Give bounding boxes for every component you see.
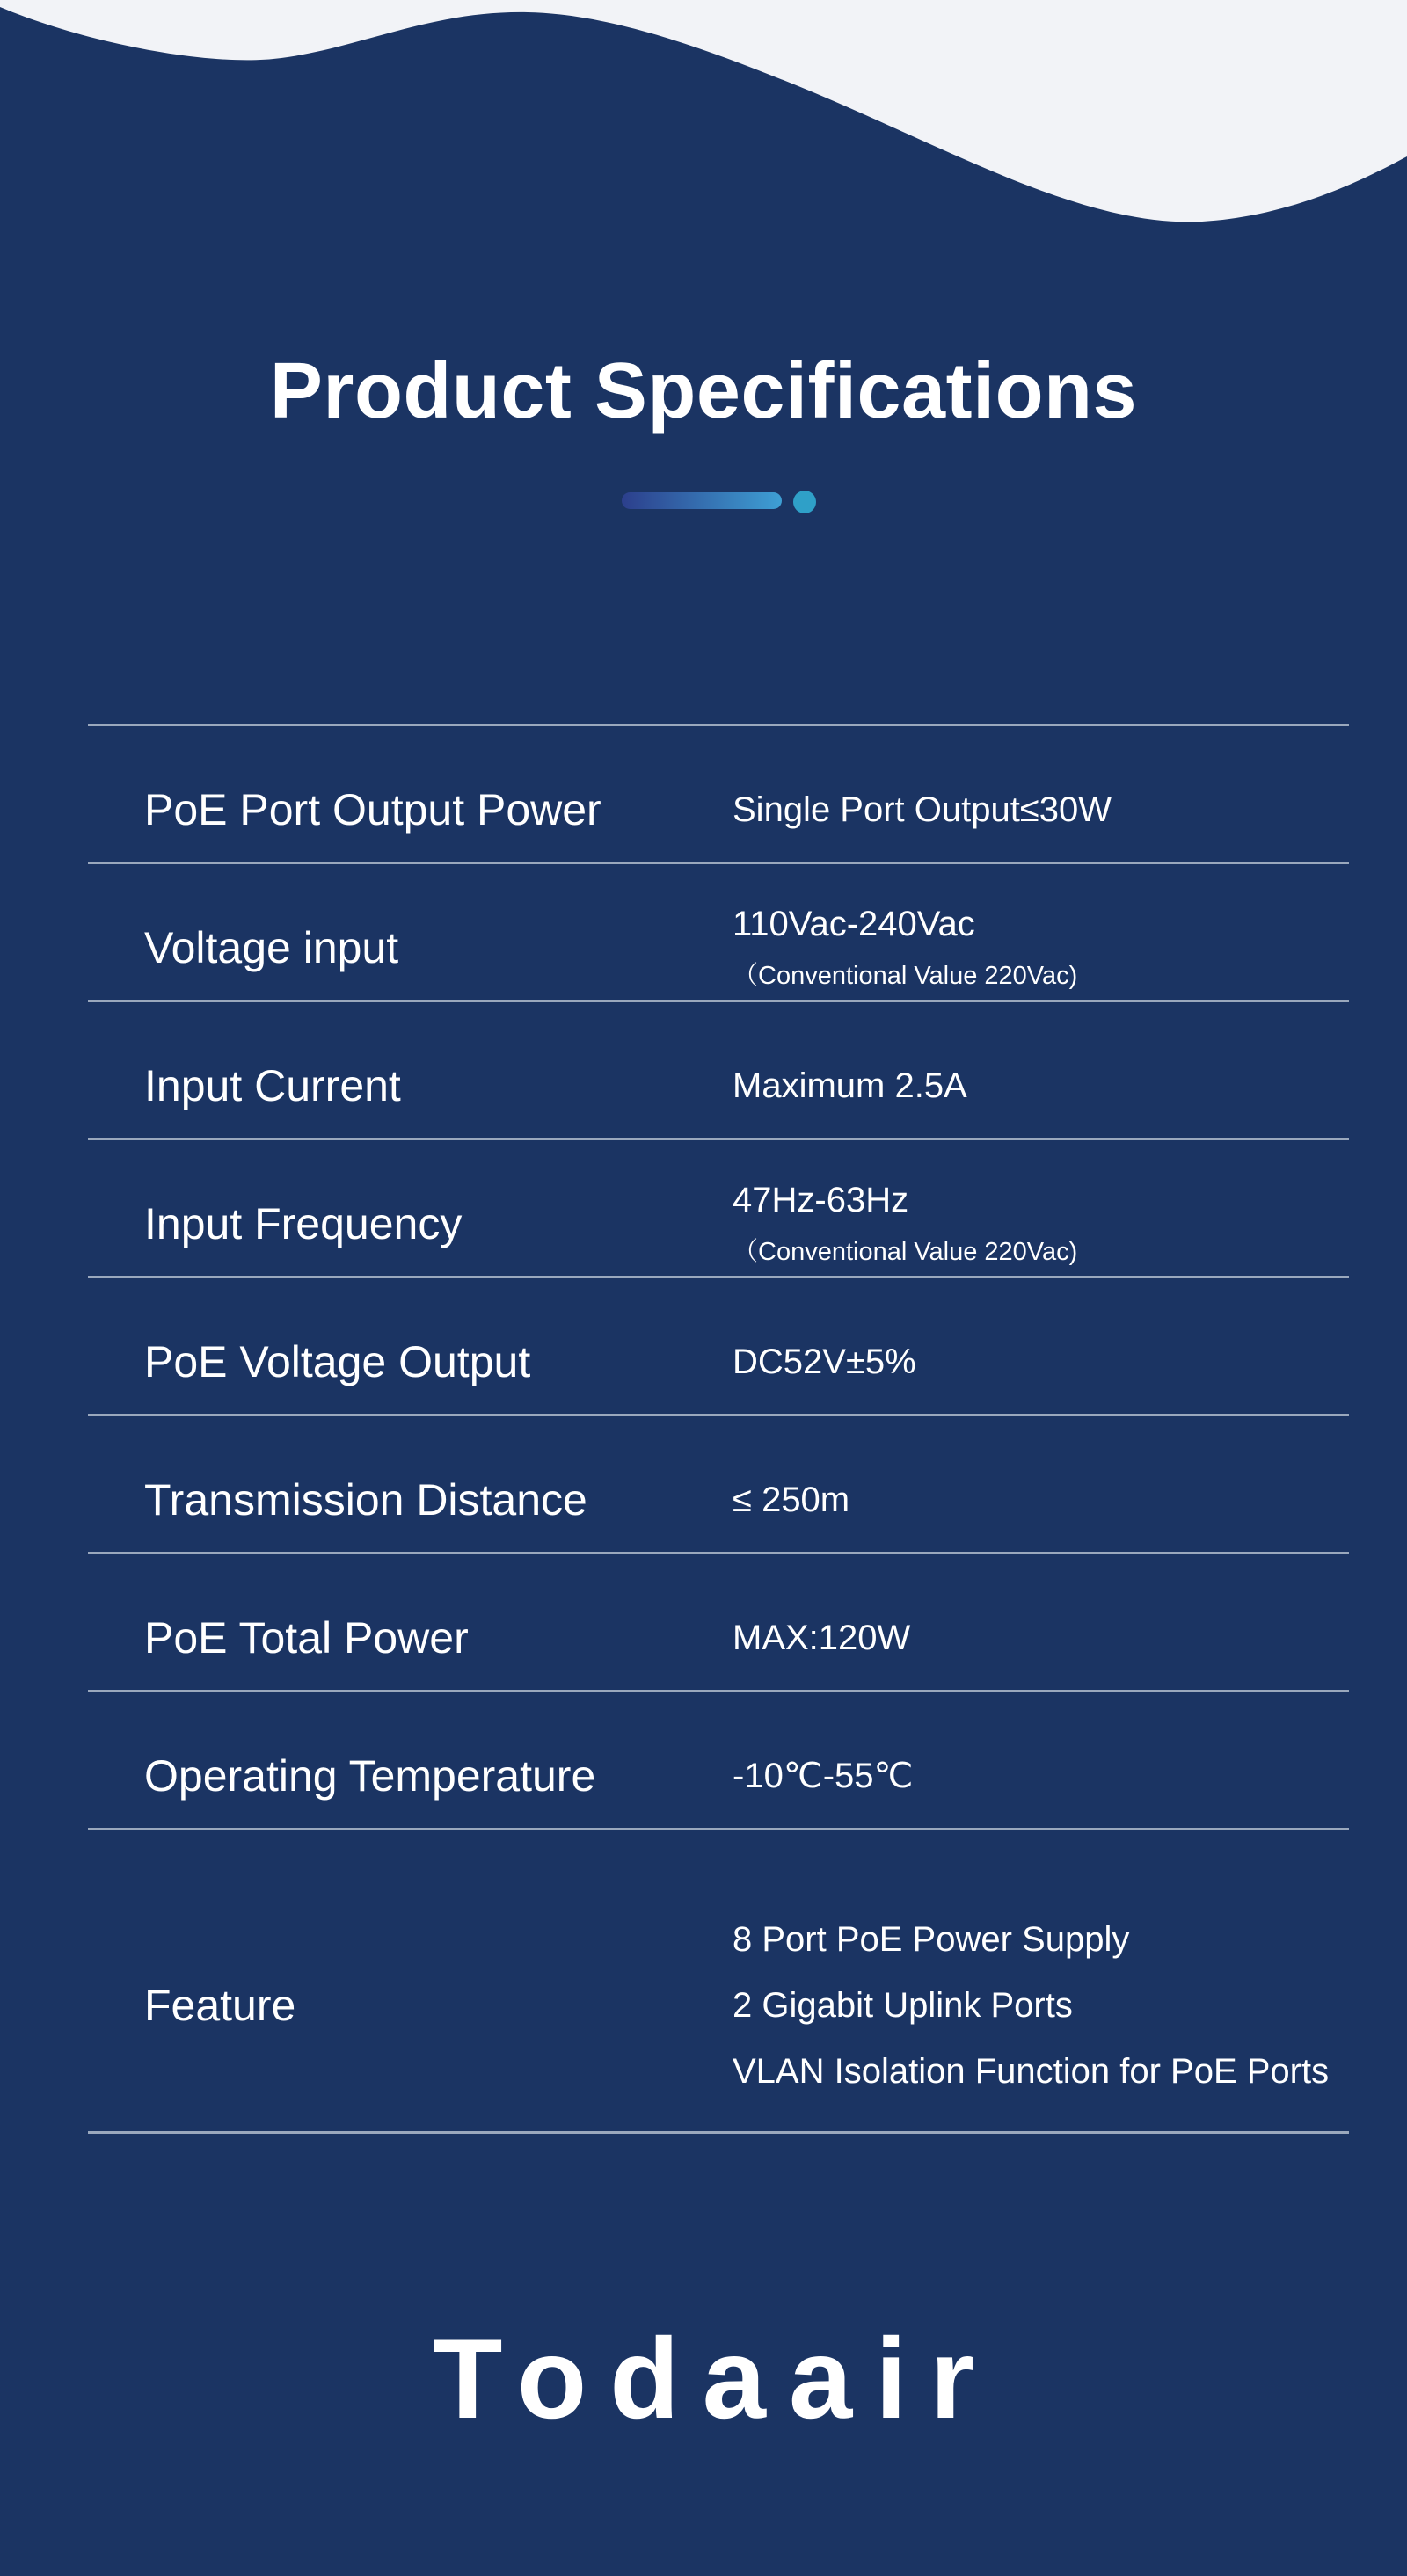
brand-logo: Todaair	[433, 2314, 997, 2442]
spec-label: Transmission Distance	[144, 1474, 587, 1524]
spec-table	[88, 724, 1349, 2134]
spec-feature-line: 2 Gigabit Uplink Ports	[733, 1986, 1073, 2025]
spec-value: -10℃-55℃	[733, 1757, 914, 1795]
spec-value: 110Vac-240Vac	[733, 905, 975, 944]
spec-value: Single Port Output≤30W	[733, 790, 1112, 829]
spec-value-cell	[733, 1140, 1349, 1276]
spec-value-cell	[733, 1692, 1349, 1828]
spec-label: Feature	[144, 1980, 296, 2030]
spec-value: 47Hz-63Hz	[733, 1181, 909, 1220]
spec-label: PoE Voltage Output	[144, 1336, 531, 1386]
spec-value-note: （Conventional Value 220Vac)	[733, 1238, 1078, 1267]
spec-feature-line: VLAN Isolation Function for PoE Ports	[733, 2052, 1330, 2091]
spec-value: MAX:120W	[733, 1619, 911, 1657]
spec-row-operating-temperature	[88, 1690, 1349, 1828]
spec-value-cell	[733, 1830, 1349, 2131]
top-wave-decoration	[0, 0, 1407, 264]
spec-value-cell	[733, 1278, 1349, 1414]
spec-row-input-frequency	[88, 1138, 1349, 1276]
spec-row-poe-port-output-power	[88, 724, 1349, 862]
spec-row-transmission-distance	[88, 1414, 1349, 1552]
spec-value: ≤ 250m	[733, 1481, 850, 1519]
spec-feature-line: 8 Port PoE Power Supply	[733, 1920, 1130, 1959]
spec-label: PoE Port Output Power	[144, 784, 601, 834]
spec-label: Operating Temperature	[144, 1750, 596, 1801]
spec-row-input-current	[88, 1000, 1349, 1138]
spec-value: DC52V±5%	[733, 1343, 916, 1381]
spec-row-voltage-input	[88, 862, 1349, 1000]
spec-label: Input Frequency	[144, 1198, 463, 1248]
spec-value: Maximum 2.5A	[733, 1066, 967, 1105]
spec-label: PoE Total Power	[144, 1612, 469, 1663]
spec-value-cell	[733, 726, 1349, 862]
title-underline-bar-icon	[622, 492, 782, 509]
spec-value-cell	[733, 864, 1349, 1000]
title-underline-dot-icon	[793, 491, 816, 513]
spec-label: Input Current	[144, 1060, 401, 1110]
spec-row-feature	[88, 1828, 1349, 2134]
spec-value-cell	[733, 1416, 1349, 1552]
spec-label: Voltage input	[144, 922, 399, 972]
spec-row-poe-total-power	[88, 1552, 1349, 1690]
page-title: Product Specifications	[269, 347, 1138, 435]
spec-value-cell	[733, 1554, 1349, 1690]
spec-value-cell	[733, 1002, 1349, 1138]
spec-value-note: （Conventional Value 220Vac)	[733, 962, 1078, 991]
spec-row-poe-voltage-output	[88, 1276, 1349, 1414]
